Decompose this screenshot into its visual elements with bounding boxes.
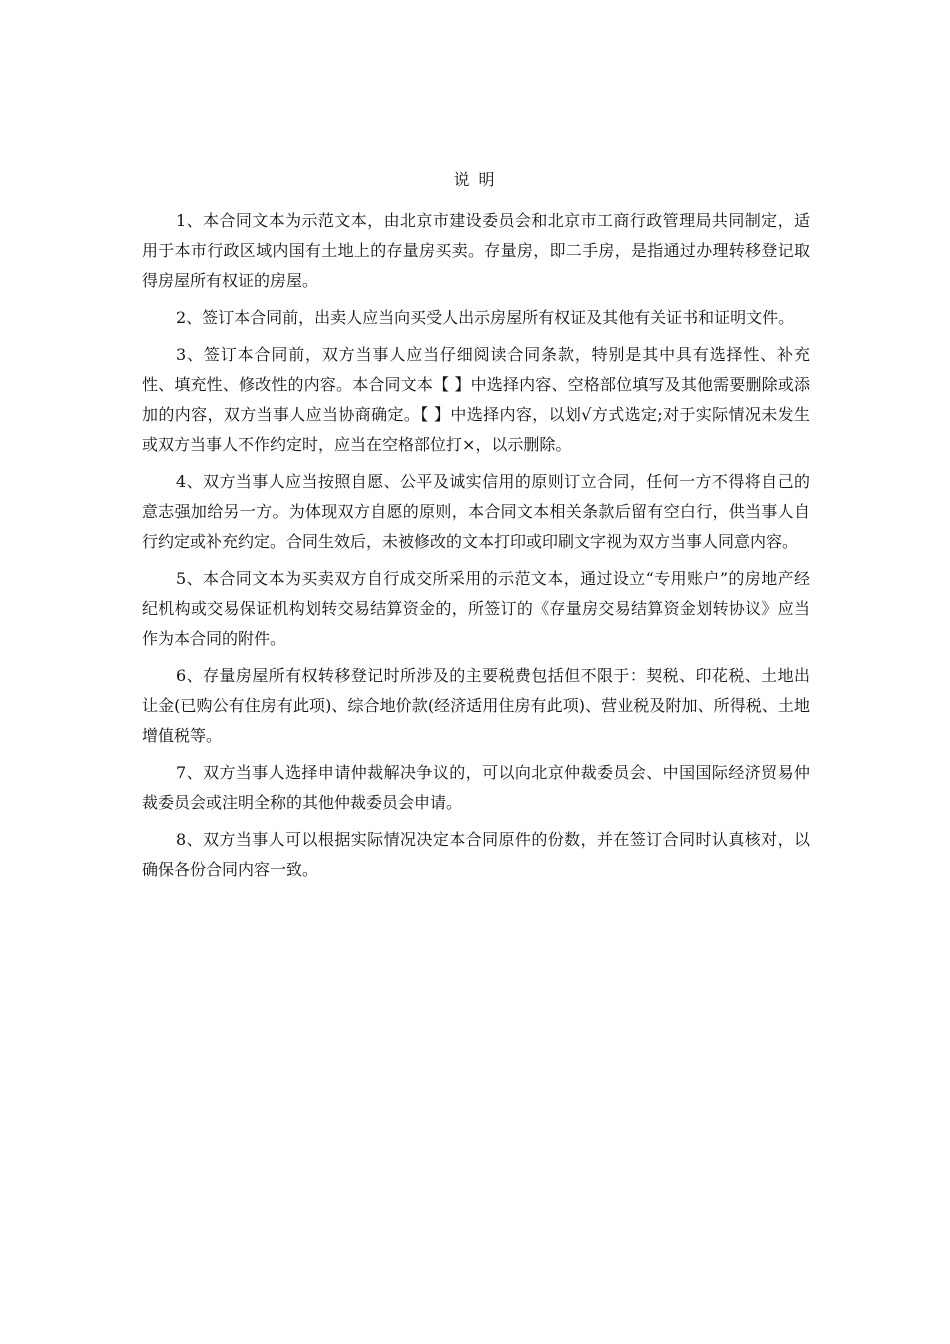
- paragraph-2: 2、签订本合同前，出卖人应当向买受人出示房屋所有权证及其他有关证书和证明文件。: [176, 308, 795, 327]
- document-body: [142, 206, 810, 892]
- paragraph-5: 5、本合同文本为买卖双方自行成交所采用的示范文本，通过设立“专用账户”的房地产经纪机构或交易保证机构划转交易结算资金的，所签订的《存量房交易结算资金划转协议》应当作为本合同的附件。: [142, 569, 810, 648]
- document-title: 说 明: [453, 170, 497, 189]
- paragraph-1: 1、本合同文本为示范文本，由北京市建设委员会和北京市工商行政管理局共同制定，适用于本市行政区域内国有土地上的存量房买卖。存量房，即二手房，是指通过办理转移登记取得房屋所有权证的房屋。: [142, 211, 810, 290]
- paragraph-7: 7、双方当事人选择申请仲裁解决争议的，可以向北京仲裁委员会、中国国际经济贸易仲裁委员会或注明全称的其他仲裁委员会申请。: [142, 763, 810, 812]
- paragraph-3: 3、签订本合同前，双方当事人应当仔细阅读合同条款，特别是其中具有选择性、补充性、填充性、修改性的内容。本合同文本【 】中选择内容、空格部位填写及其他需要删除或添加的内容，双方当事人应当协商确定。【 】中选择内容，以划√方式选定;对于实际情况未发生或双方当事人不作约定时，应当在空格部位打×，以示删除。: [142, 345, 810, 454]
- paragraph-8: 8、双方当事人可以根据实际情况决定本合同原件的份数，并在签订合同时认真核对，以确保各份合同内容一致。: [142, 830, 810, 879]
- paragraph-4: 4、双方当事人应当按照自愿、公平及诚实信用的原则订立合同，任何一方不得将自己的意志强加给另一方。为体现双方自愿的原则，本合同文本相关条款后留有空白行，供当事人自行约定或补充约定。合同生效后，未被修改的文本打印或印刷文字视为双方当事人同意内容。: [142, 472, 810, 551]
- paragraph-6: 6、存量房屋所有权转移登记时所涉及的主要税费包括但不限于：契税、印花税、土地出让金(已购公有住房有此项)、综合地价款(经济适用住房有此项)、营业税及附加、所得税、土地增值税等。: [142, 666, 810, 745]
